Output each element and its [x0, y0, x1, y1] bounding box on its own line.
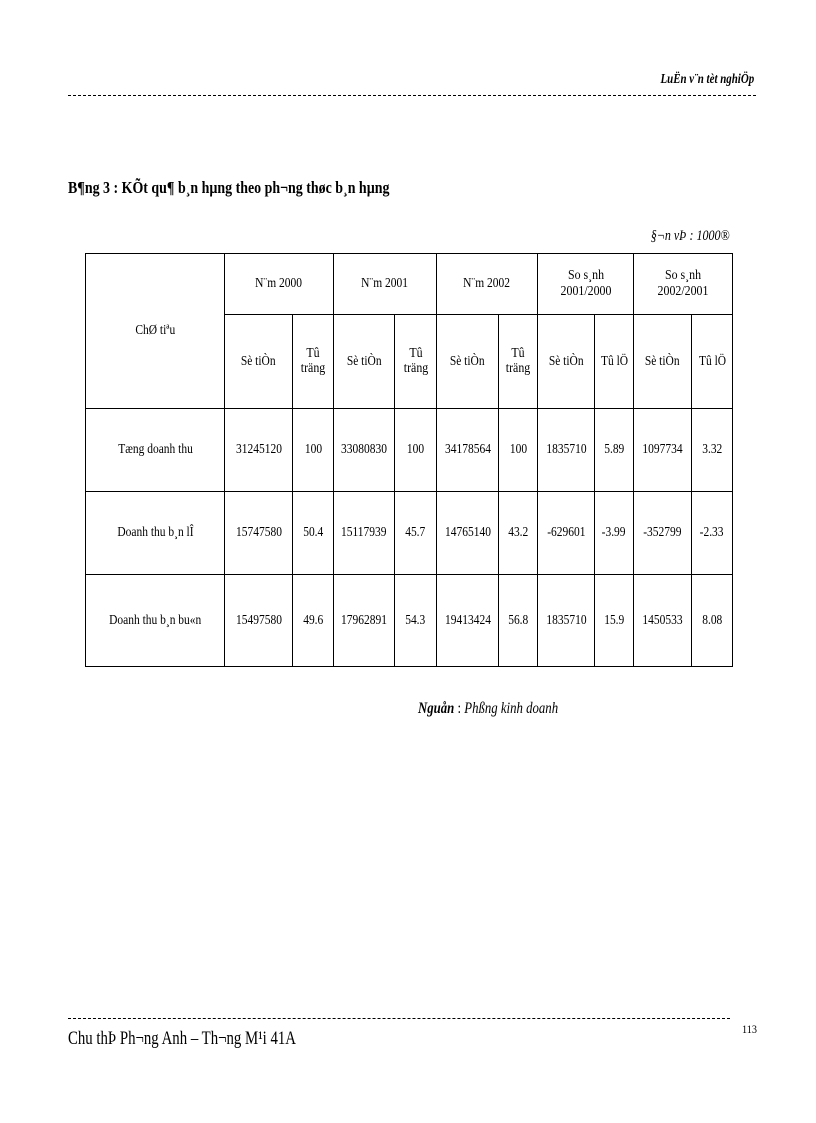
- table-cell: 15117939: [334, 492, 395, 575]
- table-cell: 8.08: [692, 575, 733, 667]
- subheader: Sè tiÒn: [634, 315, 692, 409]
- source-text: Phßng kinh doanh: [464, 700, 559, 717]
- row-label: Tæng doanh thu: [86, 409, 225, 492]
- table-cell: 49.6: [293, 575, 334, 667]
- table-cell: 5.89: [595, 409, 634, 492]
- running-header: LuËn v¨n tèt nghiÖp: [660, 72, 754, 87]
- unit-label: §¬n vÞ : 1000®: [651, 228, 730, 244]
- table-cell: -352799: [634, 492, 692, 575]
- table-cell: 3.32: [692, 409, 733, 492]
- subheader: Tû träng: [499, 315, 538, 409]
- table-cell: 15497580: [225, 575, 293, 667]
- subheader: Sè tiÒn: [437, 315, 499, 409]
- table-cell: 34178564: [437, 409, 499, 492]
- table-cell: 1097734: [634, 409, 692, 492]
- table-cell: 17962891: [334, 575, 395, 667]
- group-header: N¨m 2000: [225, 254, 334, 315]
- source-label: Nguån: [418, 700, 455, 717]
- table-cell: -629601: [538, 492, 595, 575]
- subheader: Tû träng: [293, 315, 334, 409]
- table-cell: -2.33: [692, 492, 733, 575]
- table-cell: 15.9: [595, 575, 634, 667]
- group-header: N¨m 2002: [437, 254, 538, 315]
- corner-header: ChØ tiªu: [86, 254, 225, 409]
- source-separator: :: [454, 700, 465, 717]
- table-cell: -3.99: [595, 492, 634, 575]
- table-title: B¶ng 3 : KÕt qu¶ b¸n hµng theo ph¬ng thøc b¸n hµng: [68, 178, 390, 197]
- table-row: [86, 492, 733, 575]
- table-cell: 33080830: [334, 409, 395, 492]
- subheader: Tû träng: [395, 315, 437, 409]
- header-divider: [68, 95, 756, 96]
- table-cell: 56.8: [499, 575, 538, 667]
- table-cell: 1835710: [538, 409, 595, 492]
- subheader: Tû lÖ: [692, 315, 733, 409]
- table-cell: 1835710: [538, 575, 595, 667]
- row-label: Doanh thu b¸n lÎ: [86, 492, 225, 575]
- table-cell: 100: [499, 409, 538, 492]
- table-cell: 54.3: [395, 575, 437, 667]
- subheader: Sè tiÒn: [538, 315, 595, 409]
- page-number: 113: [742, 1022, 757, 1036]
- table-cell: 50.4: [293, 492, 334, 575]
- group-header: So s¸nh 2001/2000: [538, 254, 634, 315]
- source-note: [418, 700, 558, 718]
- table-cell: 14765140: [437, 492, 499, 575]
- group-header: N¨m 2001: [334, 254, 437, 315]
- table-cell: 31245120: [225, 409, 293, 492]
- table-cell: 45.7: [395, 492, 437, 575]
- footer-divider: [68, 1018, 730, 1019]
- subheader: Sè tiÒn: [225, 315, 293, 409]
- table-cell: 15747580: [225, 492, 293, 575]
- subheader: Sè tiÒn: [334, 315, 395, 409]
- row-label: Doanh thu b¸n bu«n: [86, 575, 225, 667]
- table-cell: 100: [395, 409, 437, 492]
- group-header: So s¸nh 2002/2001: [634, 254, 733, 315]
- table-cell: 43.2: [499, 492, 538, 575]
- table-cell: 19413424: [437, 575, 499, 667]
- table-cell: 1450533: [634, 575, 692, 667]
- header-row-groups: [86, 254, 733, 315]
- results-table: [85, 253, 733, 667]
- table-row: [86, 575, 733, 667]
- footer-author: Chu thÞ Ph¬ng Anh – Th¬ng M¹i 41A: [68, 1028, 296, 1049]
- table-row: [86, 409, 733, 492]
- subheader: Tû lÖ: [595, 315, 634, 409]
- table-cell: 100: [293, 409, 334, 492]
